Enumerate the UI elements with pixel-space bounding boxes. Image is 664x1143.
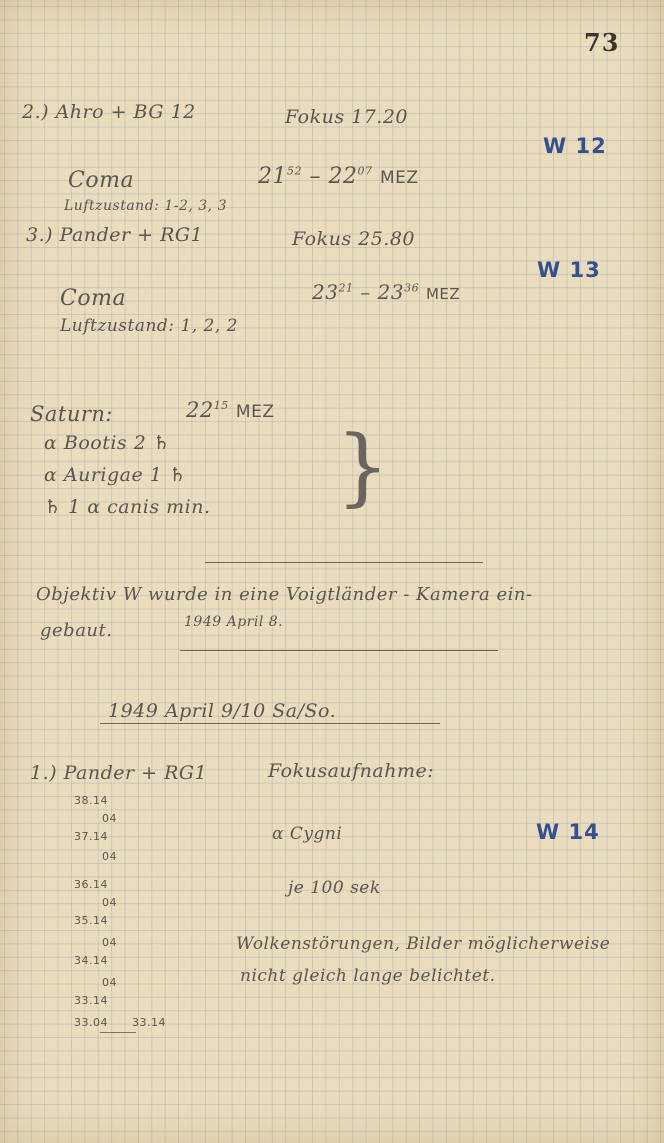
- entry-2-air: Luftzustand: 1-2, 3, 3: [64, 198, 227, 214]
- focus-value: 34.14: [74, 954, 108, 967]
- session-heading: Fokusaufnahme:: [268, 760, 435, 782]
- saturn-line-1: α Bootis 2 ♄: [44, 432, 171, 454]
- focus-value: 04: [102, 812, 117, 825]
- saturn-line-3: ♄ 1 α canis min.: [44, 496, 211, 518]
- entry-2-title: 2.) Ahro + BG 12: [22, 101, 196, 123]
- session-title: 1.) Pander + RG1: [30, 762, 208, 784]
- note-line-1: Objektiv W wurde in eine Voigtländer - Kamera ein-: [36, 584, 533, 605]
- session-header-underline: [100, 723, 440, 724]
- focus-value: 33.14: [132, 1016, 166, 1029]
- entry-2-focus: Fokus 17.20: [285, 106, 409, 128]
- note-line-2: gebaut.: [40, 620, 113, 641]
- session-remark-2: nicht gleich lange belichtet.: [240, 966, 496, 986]
- session-remark-1: Wolkenstörungen, Bilder möglicherweise: [236, 934, 611, 954]
- saturn-line-2: α Aurigae 1 ♄: [44, 464, 187, 486]
- session-header: 1949 April 9/10 Sa/So.: [108, 700, 337, 722]
- focus-value: 04: [102, 976, 117, 989]
- note-date: 1949 April 8.: [184, 614, 284, 630]
- saturn-time: $22^{15}$ MEZ: [186, 398, 275, 422]
- page-number: 73: [584, 28, 620, 57]
- entry-3-title: 3.) Pander + RG1: [26, 224, 204, 246]
- focus-value-underline: [100, 1032, 136, 1033]
- focus-value: 04: [102, 936, 117, 949]
- session-star: α Cygni: [272, 824, 343, 844]
- focus-value: 36.14: [74, 878, 108, 891]
- session-code: W 14: [536, 820, 600, 844]
- focus-value: 37.14: [74, 830, 108, 843]
- focus-value: 35.14: [74, 914, 108, 927]
- entry-2-time: $21^{52} - 22^{07}$ MEZ: [258, 164, 419, 189]
- focus-value: 33.14: [74, 994, 108, 1007]
- saturn-label: Saturn:: [30, 402, 114, 426]
- divider-top: [205, 562, 483, 563]
- session-exposure: je 100 sek: [288, 878, 381, 898]
- divider-bottom: [180, 650, 498, 651]
- entry-3-air: Luftzustand: 1, 2, 2: [60, 316, 239, 336]
- focus-value: 38.14: [74, 794, 108, 807]
- entry-3-time: $23^{21} - 23^{36}$ MEZ: [312, 280, 461, 304]
- entry-2-code: W 12: [543, 134, 607, 158]
- saturn-brace: }: [336, 417, 390, 515]
- entry-2-label: Coma: [68, 168, 135, 193]
- entry-3-label: Coma: [60, 286, 127, 311]
- focus-value: 04: [102, 896, 117, 909]
- focus-value: 04: [102, 850, 117, 863]
- entry-3-focus: Fokus 25.80: [292, 228, 416, 250]
- focus-value: 33.04: [74, 1016, 108, 1029]
- entry-3-code: W 13: [537, 258, 601, 282]
